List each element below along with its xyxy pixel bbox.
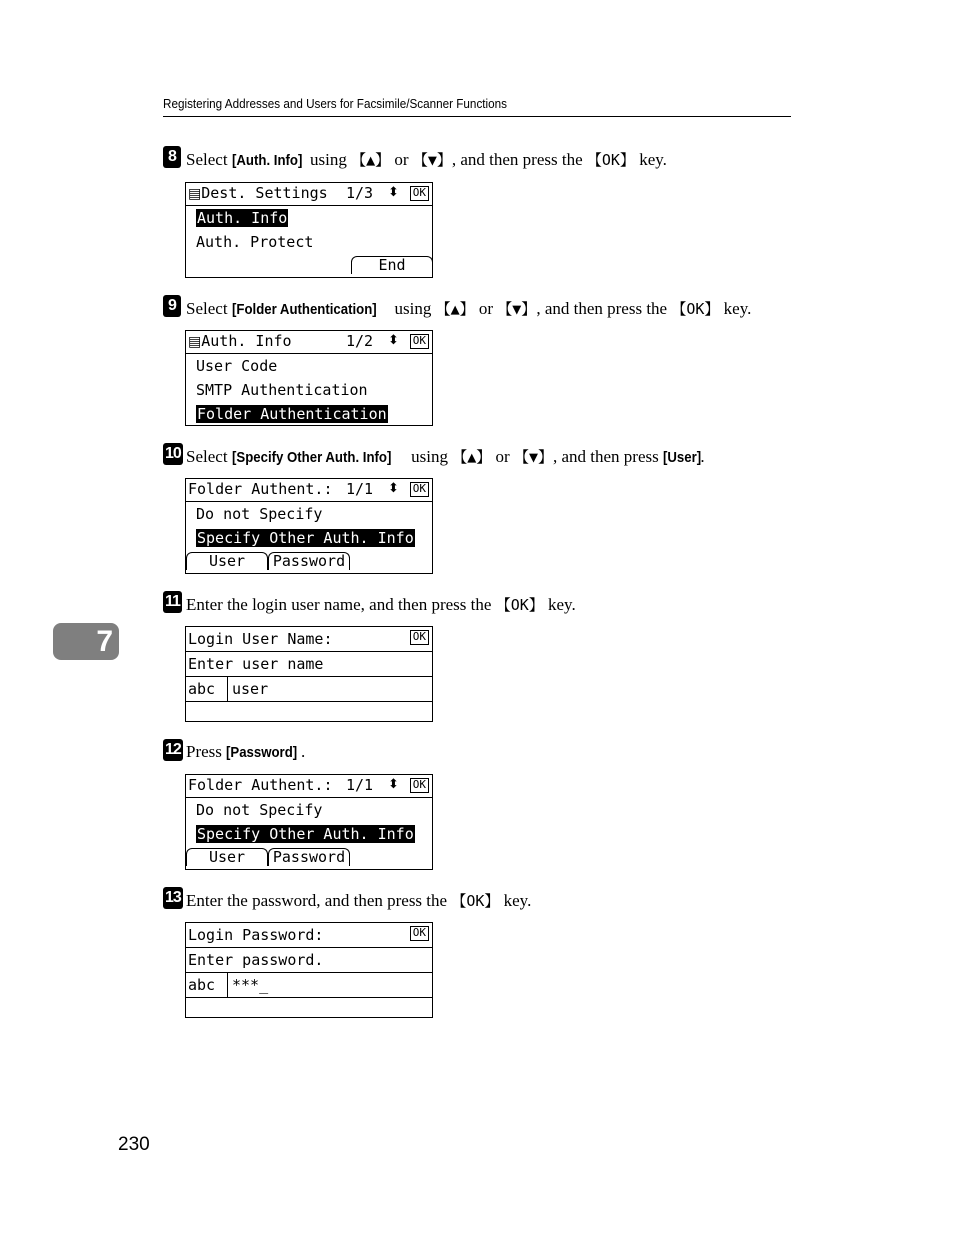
ok-icon: OK bbox=[410, 186, 429, 201]
key-ok: 【OK】 bbox=[671, 300, 720, 318]
ui-label: [Folder Authentication] bbox=[231, 301, 377, 318]
ok-icon: OK bbox=[410, 334, 429, 349]
lcd-dest-settings bbox=[185, 182, 433, 278]
ok-icon: OK bbox=[410, 778, 429, 793]
step-instruction: Enter the login user name, and then press the 【OK】 key. bbox=[186, 595, 576, 614]
lcd-input-line[interactable] bbox=[186, 973, 432, 998]
lcd-item-folder-auth[interactable]: Folder Authentication bbox=[197, 405, 387, 423]
page-number: 230 bbox=[118, 1134, 150, 1155]
ok-icon: OK bbox=[410, 630, 429, 645]
user-softkey[interactable]: User bbox=[186, 552, 268, 570]
lcd-item-auth-info[interactable]: Auth. Info bbox=[197, 209, 288, 227]
lcd-folder-authent-2 bbox=[185, 774, 433, 870]
softkey-bar bbox=[186, 254, 432, 274]
softkey-bar bbox=[186, 550, 432, 570]
lcd-prompt: Enter password. bbox=[186, 948, 432, 973]
lcd-login-password bbox=[185, 922, 433, 1018]
step-number: 8 bbox=[163, 146, 181, 168]
lcd-title-bar: Folder Authent.: 1/1 ⬍ OK bbox=[186, 479, 432, 502]
lcd-item-specify-other[interactable]: Specify Other Auth. Info bbox=[197, 529, 414, 547]
key-ok: 【OK】 bbox=[451, 892, 500, 910]
step-instruction: Select [Specify Other Auth. Info] using 【▲】 or 【▼】, and then press [User]. bbox=[186, 447, 705, 466]
step-instruction: Select [Folder Authentication] using 【▲】 or 【▼】, and then press the 【OK】 key. bbox=[186, 299, 752, 318]
step-instruction: Enter the password, and then press the 【OK】 key. bbox=[186, 891, 532, 910]
ui-label: [Specify Other Auth. Info] bbox=[231, 449, 392, 466]
step-number: 12 bbox=[163, 739, 183, 761]
ui-label: [Auth. Info] bbox=[231, 152, 303, 169]
menu-icon: ▤ bbox=[188, 334, 202, 350]
key-up: 【▲】 bbox=[452, 448, 492, 466]
key-down: 【▼】 bbox=[513, 448, 553, 466]
step-number: 9 bbox=[163, 295, 181, 317]
lcd-title-bar: Login User Name: OK bbox=[186, 627, 432, 652]
lcd-item-auth-protect[interactable]: Auth. Protect bbox=[196, 233, 314, 251]
lcd-title-bar: ▤Dest. Settings 1/3 ⬍ OK bbox=[186, 183, 432, 206]
lcd-title-bar: ▤Auth. Info 1/2 ⬍ OK bbox=[186, 331, 432, 354]
lcd-title-bar: Folder Authent.: 1/1 ⬍ OK bbox=[186, 775, 432, 798]
lcd-title-bar: Login Password: OK bbox=[186, 923, 432, 948]
lcd-item-do-not-specify[interactable]: Do not Specify bbox=[196, 801, 323, 819]
step-instruction: Select [Auth. Info] using 【▲】 or 【▼】, and then press the 【OK】 key. bbox=[186, 150, 667, 169]
lcd-blank-line bbox=[186, 998, 432, 1022]
ui-label: [Password] bbox=[226, 744, 298, 761]
ui-label: [User] bbox=[663, 449, 702, 466]
lcd-prompt: Enter user name bbox=[186, 652, 432, 677]
scroll-arrows-icon: ⬍ bbox=[388, 777, 399, 792]
lcd-item-smtp-auth[interactable]: SMTP Authentication bbox=[196, 381, 368, 399]
end-softkey[interactable]: End bbox=[351, 256, 433, 274]
key-up: 【▲】 bbox=[435, 300, 475, 318]
input-mode: abc bbox=[186, 677, 228, 701]
lcd-item-do-not-specify[interactable]: Do not Specify bbox=[196, 505, 323, 523]
scroll-arrows-icon: ⬍ bbox=[388, 185, 399, 200]
lcd-input-line[interactable] bbox=[186, 677, 432, 702]
password-input: ***_ bbox=[232, 976, 269, 994]
scroll-arrows-icon: ⬍ bbox=[388, 333, 399, 348]
lcd-item-user-code[interactable]: User Code bbox=[196, 357, 278, 375]
running-header: Registering Addresses and Users for Facsimile/Scanner Functions bbox=[163, 96, 791, 117]
user-softkey[interactable]: User bbox=[186, 848, 268, 866]
chapter-tab: 7 bbox=[53, 623, 119, 660]
step-number: 10 bbox=[163, 443, 183, 465]
lcd-login-user-name bbox=[185, 626, 433, 722]
lcd-folder-authent-1 bbox=[185, 478, 433, 574]
step-instruction: Press [Password] . bbox=[186, 742, 306, 761]
key-down: 【▼】 bbox=[497, 300, 537, 318]
ok-icon: OK bbox=[410, 926, 429, 941]
lcd-auth-info bbox=[185, 330, 433, 426]
step-number: 11 bbox=[163, 591, 182, 613]
password-softkey[interactable]: Password bbox=[268, 848, 350, 866]
lcd-blank-line bbox=[186, 702, 432, 726]
ok-icon: OK bbox=[410, 482, 429, 497]
scroll-arrows-icon: ⬍ bbox=[388, 481, 399, 496]
menu-icon: ▤ bbox=[188, 186, 202, 202]
input-mode: abc bbox=[186, 973, 228, 997]
softkey-bar bbox=[186, 846, 432, 866]
key-up: 【▲】 bbox=[351, 151, 391, 169]
user-name-input: user bbox=[232, 680, 269, 698]
lcd-item-specify-other[interactable]: Specify Other Auth. Info bbox=[197, 825, 414, 843]
key-down: 【▼】 bbox=[412, 151, 452, 169]
step-number: 13 bbox=[163, 887, 183, 909]
key-ok: 【OK】 bbox=[586, 151, 635, 169]
password-softkey[interactable]: Password bbox=[268, 552, 350, 570]
key-ok: 【OK】 bbox=[495, 596, 544, 614]
